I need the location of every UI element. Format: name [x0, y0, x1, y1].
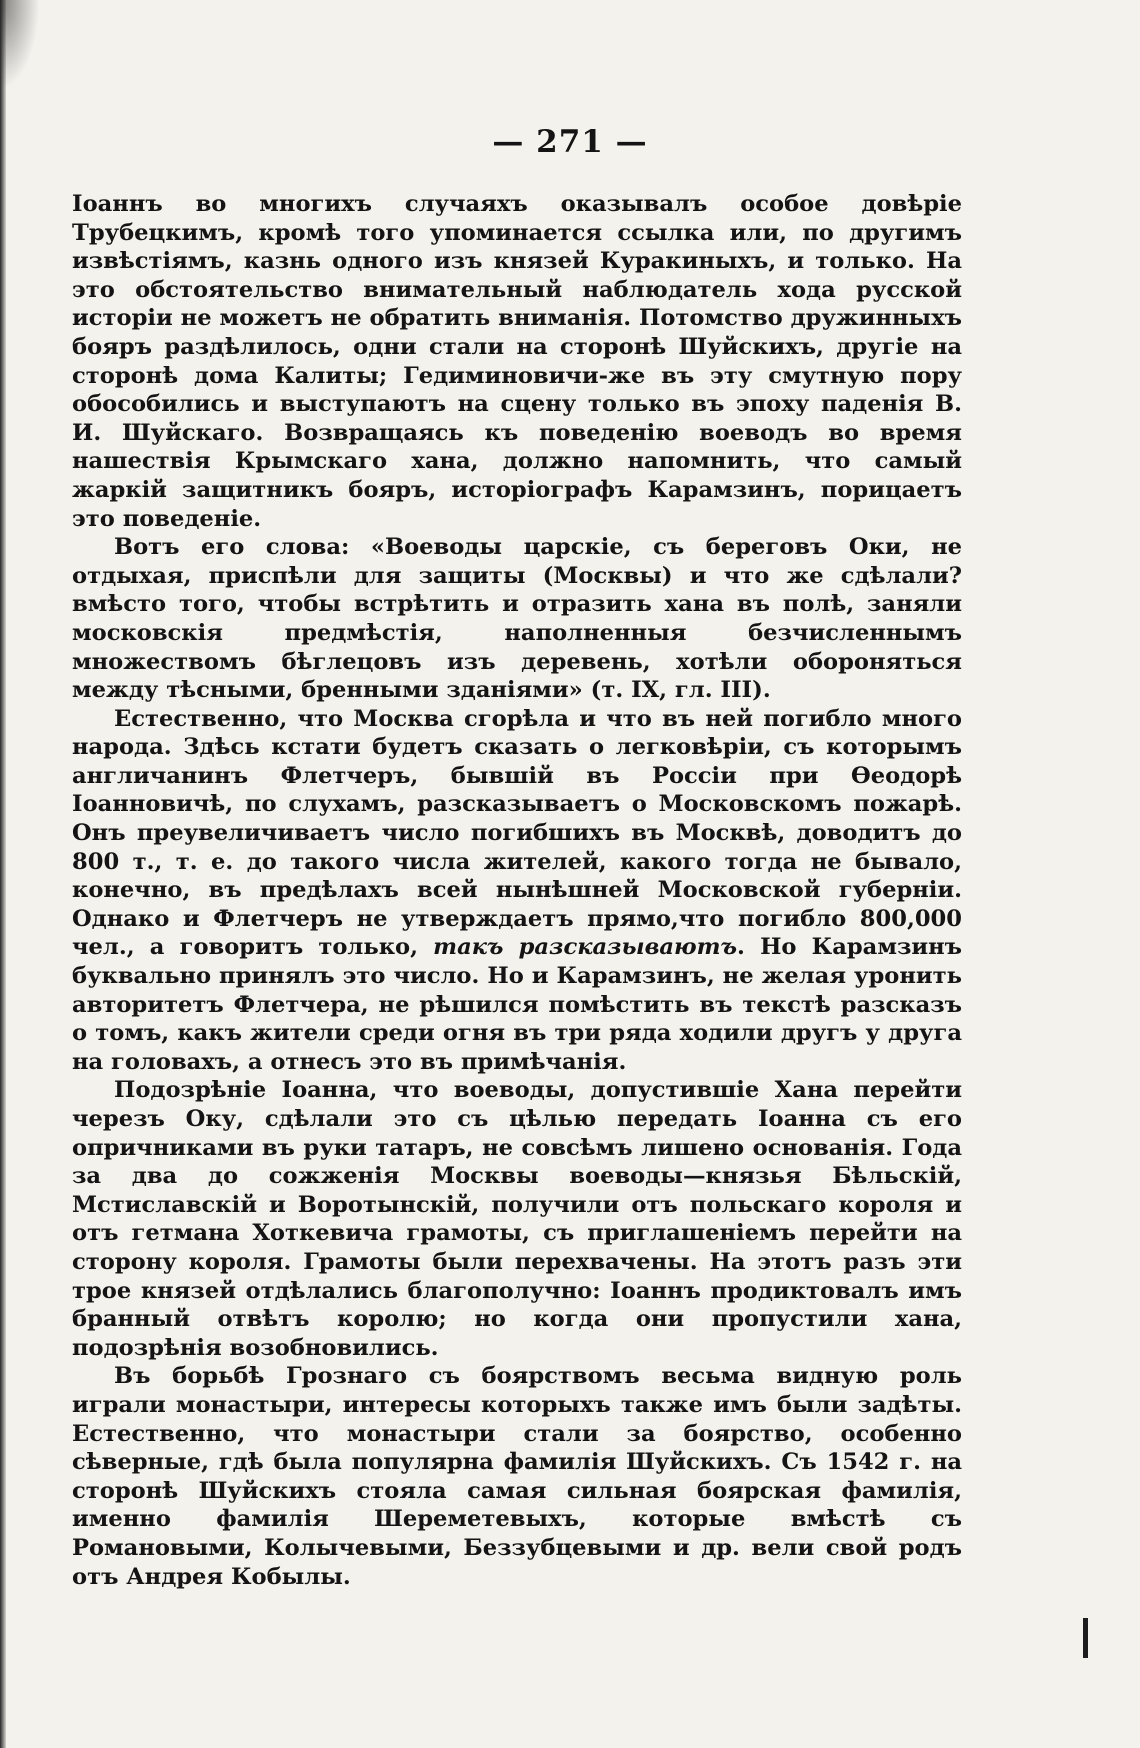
margin-ink-mark: [1083, 1618, 1088, 1658]
paragraph-3-italic-phrase: такъ разсказываютъ: [433, 934, 738, 961]
scan-corner-shadow: [0, 0, 40, 90]
paragraph-2: Вотъ его слова: «Воеводы царскіе, съ береговъ Оки, не отдыхая, приспѣли для защиты (Москвы) и что же сдѣлали? вмѣсто того, чтобы встрѣтить и отразить хана въ полѣ, заняли московскія предмѣстія, наполненныя безчисленнымъ множествомъ бѣглецовъ изъ деревень, хотѣли обороняться между тѣсными, бренными зданіями» (т. IX, гл. III).: [72, 534, 962, 704]
paragraph-3-text-end: . Но Карамзинъ буквально принялъ это число. Но и Карамзинъ, не желая уронить авторитетъ Флетчера, не рѣшился помѣстить въ текстѣ разсказъ о томъ, какъ жители среди огня въ три ряда ходили другъ у друга на головахъ, а отнесъ это въ примѣчанія.: [72, 934, 962, 1075]
paragraph-5: Въ борьбѣ Грознаго съ боярствомъ весьма видную роль играли монастыри, интересы которыхъ также имъ были задѣты. Естественно, что монастыри стали за боярство, особенно сѣверные, гдѣ была популярна фамилія Шуйскихъ. Съ 1542 г. на сторонѣ Шуйскихъ стояла самая сильная боярская фамилія, именно фамилія Шереметевыхъ, которые вмѣстѣ съ Романовыми, Колычевыми, Беззубцевыми и др. вели свой родъ отъ Андрея Кобылы.: [72, 1363, 962, 1590]
paragraph-1: Іоаннъ во многихъ случаяхъ оказывалъ особое довѣріе Трубецкимъ, кромѣ того упоминается ссылка или, по другимъ извѣстіямъ, казнь одного изъ князей Куракиныхъ, и только. На это обстоятельство внимательный наблюдатель хода русской исторіи не можетъ не обратить вниманія. Потомство дружинныхъ бояръ раздѣлилось, одни стали на сторонѣ Шуйскихъ, другіе на сторонѣ дома Калиты; Гедиминовичи-же въ эту смутную пору обособились и выступаютъ на сцену только въ эпоху паденія В. И. Шуйскаго. Возвращаясь къ поведенію воеводъ во время нашествія Крымскаго хана, должно напомнить, что самый жаркій защитникъ бояръ, исторіографъ Карамзинъ, порицаетъ это поведеніе.: [72, 191, 962, 532]
body-text: [72, 190, 962, 1591]
paragraph-4: Подозрѣніе Іоанна, что воеводы, допустившіе Хана перейти черезъ Оку, сдѣлали это съ цѣлью передать Іоанна съ его опричниками въ руки татаръ, не совсѣмъ лишено основанія. Года за два до сожженія Москвы воеводы—князья Бѣльскій, Мстиславскій и Воротынскій, получили отъ польскаго короля и отъ гетмана Хоткевича грамоты, съ приглашеніемъ перейти на сторону короля. Грамоты были перехвачены. На этотъ разъ эти трое князей отдѣлались благополучно: Іоаннъ продиктовалъ имъ бранный отвѣтъ королю; но когда они пропустили хана, подозрѣнія возобновились.: [72, 1077, 962, 1361]
page-number: — 271 —: [492, 124, 648, 160]
scan-left-edge-shadow: [0, 0, 6, 1748]
paragraph-3-text-start: Естественно, что Москва сгорѣла и что въ ней погибло много народа. Здѣсь кстати будетъ сказать о легковѣріи, съ которымъ англичанинъ Флетчеръ, бывшій въ Россіи при Ѳеодорѣ Іоанновичѣ, по слухамъ, разсказываетъ о Московскомъ пожарѣ. Онъ преувеличиваетъ число погибшихъ въ Москвѣ, доводитъ до 800 т., т. е. до такого числа жителей, какого тогда не бывало, конечно, въ предѣлахъ всей нынѣшней Московской губерніи. Однако и Флетчеръ не утверждаетъ прямо,что погибло 800,000 чел., а говоритъ только,: [72, 705, 962, 961]
paragraph-3: [72, 705, 962, 1077]
